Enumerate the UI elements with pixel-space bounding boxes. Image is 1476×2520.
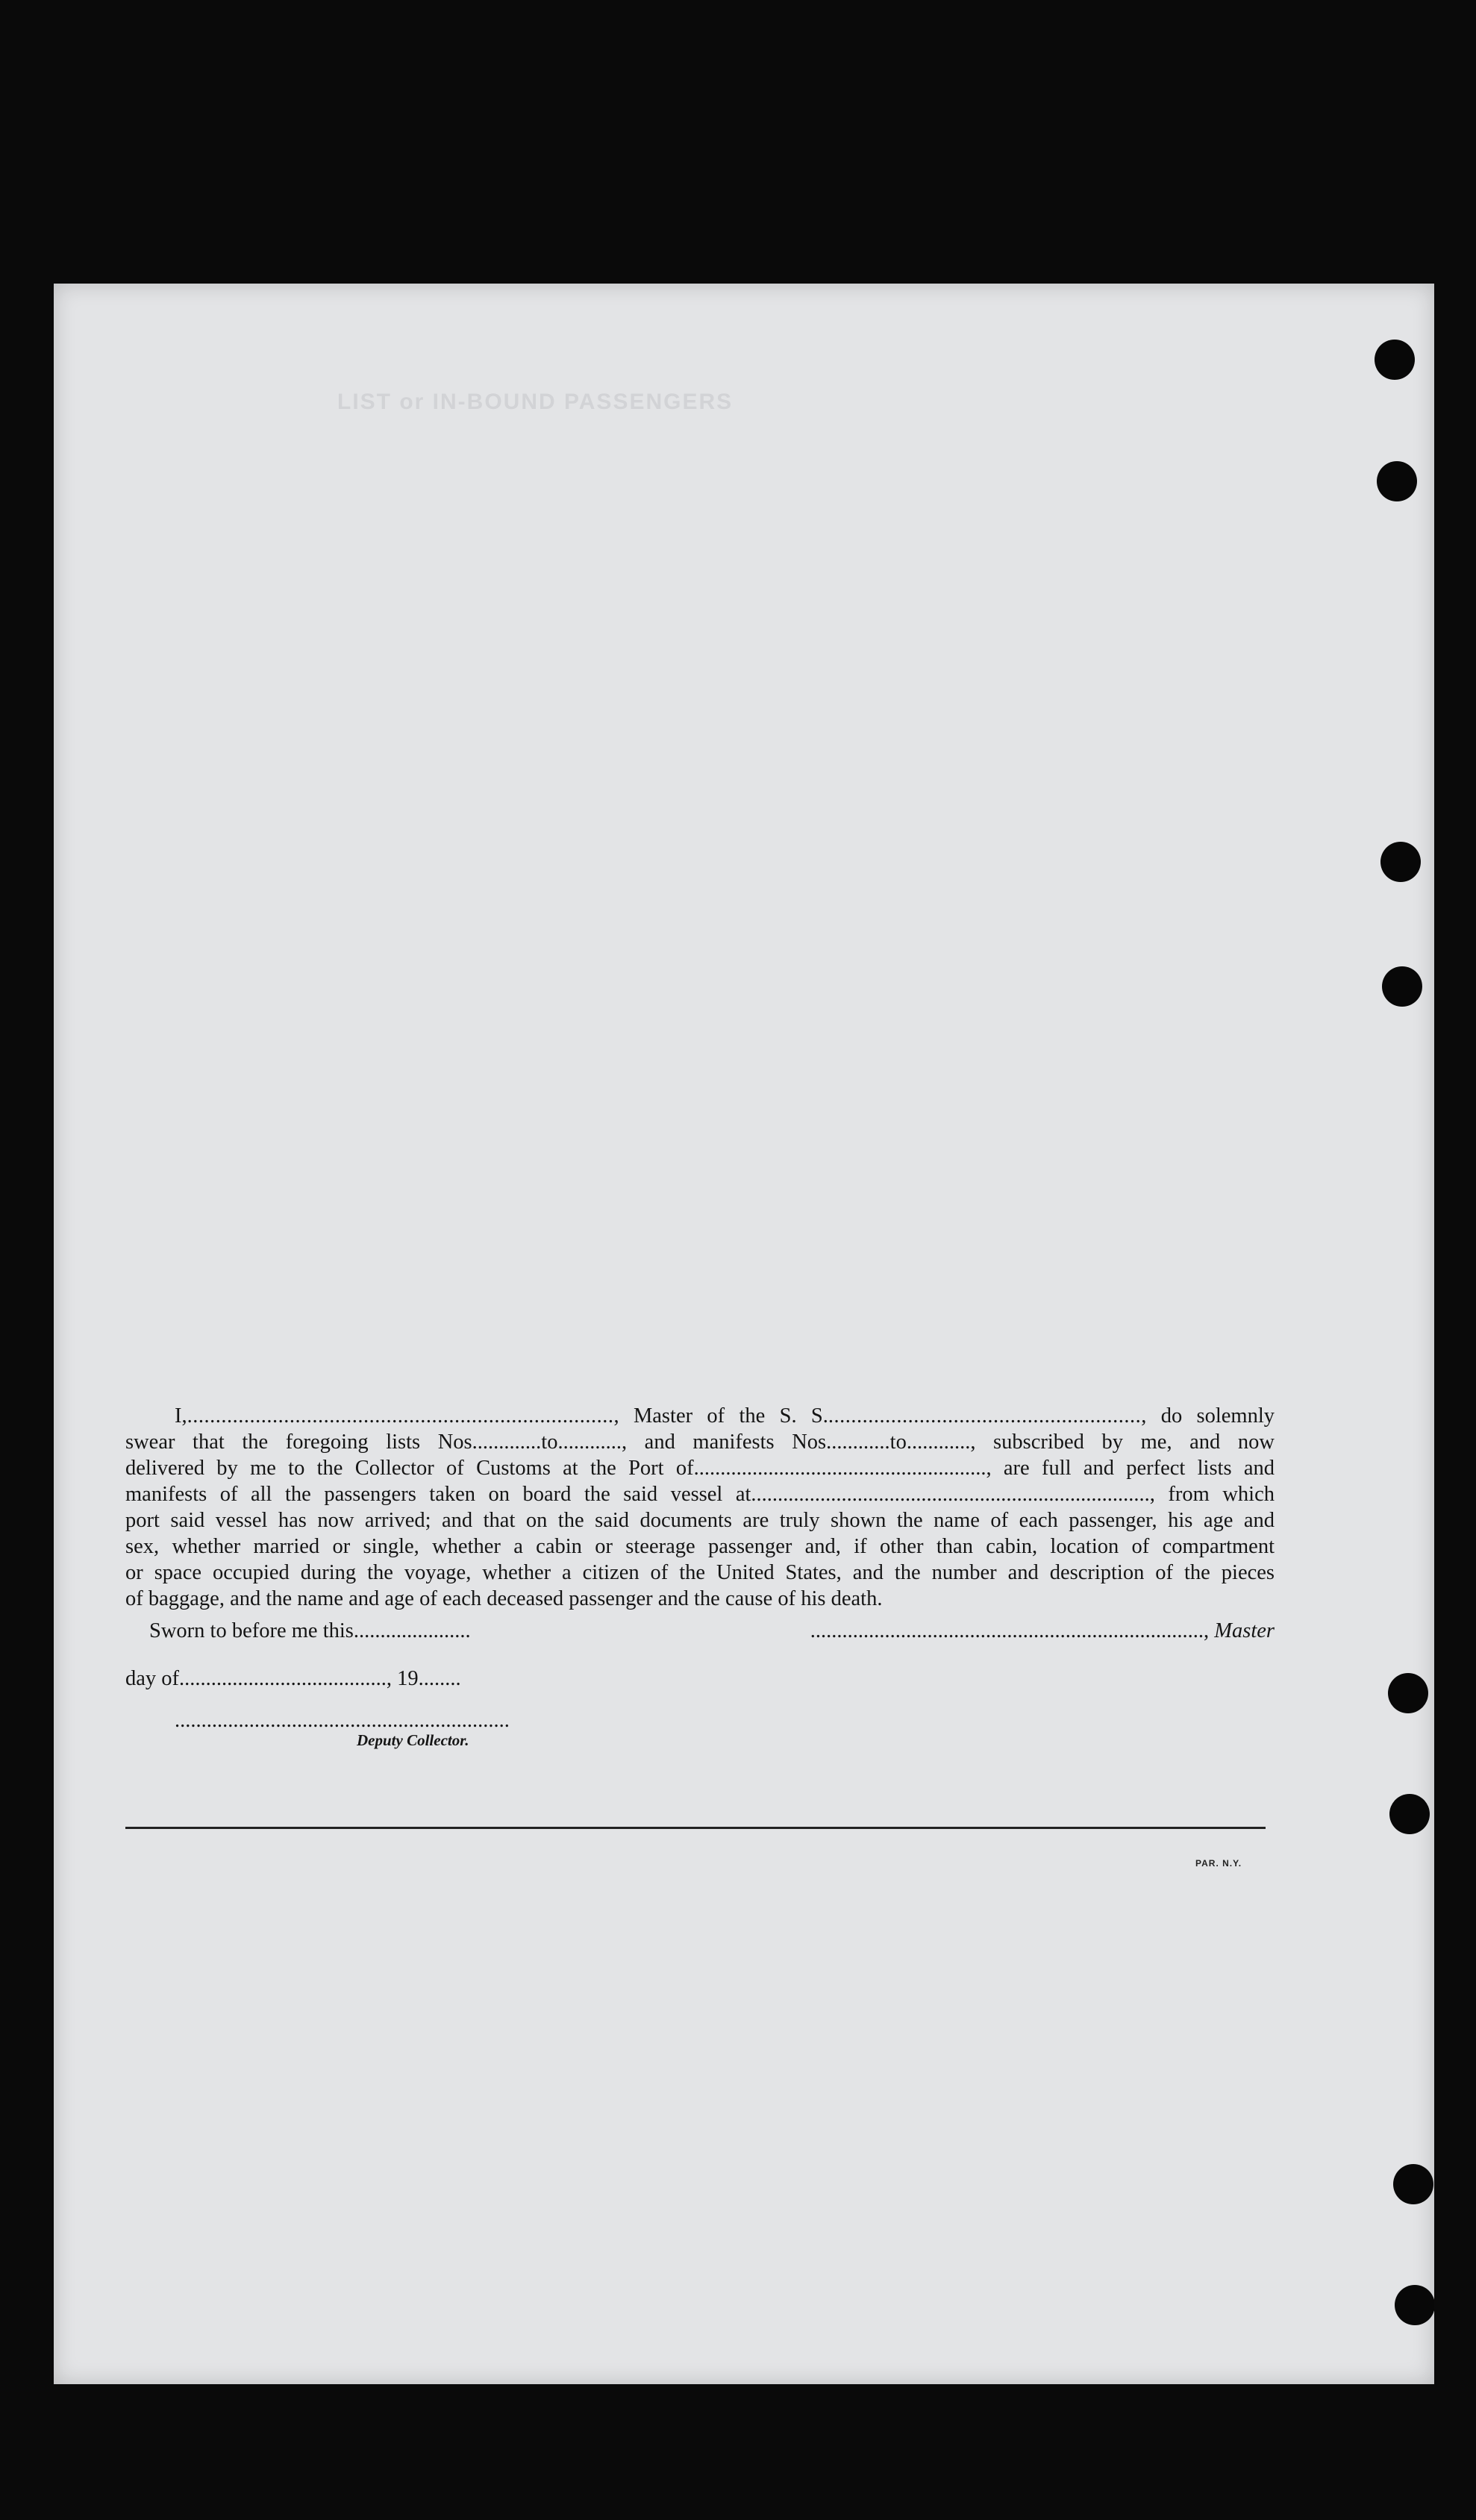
- master-name-blank: ...........................................................................: [187, 1404, 614, 1428]
- oath-line-6: sex, whether married or single, whether a cabin or steerage passenger and, if other than cabin, location of compartment: [125, 1535, 1275, 1558]
- oath-line-1: [125, 1403, 1275, 1429]
- signature-block: [125, 1619, 1275, 1769]
- form-sheet: [54, 284, 1434, 2384]
- oath-text: , Master of the S. S.: [613, 1404, 828, 1428]
- deputy-signature-blank: ...............................................................: [175, 1709, 510, 1732]
- master-oath-paragraph: [125, 1403, 1275, 1612]
- punch-hole: [1388, 1673, 1428, 1713]
- oath-line-7: or space occupied during the voyage, whether a citizen of the United States, and the number and description of the pieces: [125, 1561, 1275, 1584]
- deputy-collector-label: Deputy Collector.: [357, 1731, 469, 1749]
- sworn-before-line: Sworn to before me this......................: [149, 1619, 471, 1642]
- printer-mark: PAR. N.Y.: [1195, 1858, 1242, 1869]
- date-line: day of......................................., 19........: [125, 1667, 461, 1690]
- oath-line-4: manifests of all the passengers taken on board the said vessel at..........................................................................., from which: [125, 1483, 1275, 1506]
- faded-header-text: LIST or IN-BOUND PASSENGERS: [337, 390, 734, 414]
- punch-hole: [1393, 2164, 1433, 2204]
- oath-line-8: of baggage, and the name and age of each deceased passenger and the cause of his death.: [125, 1587, 883, 1610]
- punch-hole: [1380, 842, 1421, 882]
- master-signature-line: [810, 1619, 1275, 1643]
- punch-hole: [1395, 2285, 1434, 2325]
- master-signature-blank: ..........................................................................,: [810, 1619, 1210, 1642]
- master-label: Master: [1214, 1619, 1275, 1642]
- horizontal-rule: [125, 1827, 1266, 1829]
- oath-line-3: delivered by me to the Collector of Customs at the Port of......................................................., are full and perfect lists and: [125, 1457, 1275, 1480]
- oath-line-2: swear that the foregoing lists Nos.............to............, and manifests Nos............to............, subscribed by me, and now: [125, 1431, 1275, 1454]
- punch-hole: [1377, 461, 1417, 501]
- oath-line-5: port said vessel has now arrived; and that on the said documents are truly shown the name of each passenger, his age and: [125, 1509, 1275, 1532]
- punch-hole: [1382, 966, 1422, 1007]
- oath-text: , do solemnly: [1141, 1404, 1275, 1428]
- ship-name-blank: .......................................................: [828, 1404, 1142, 1428]
- oath-text: I,: [175, 1404, 187, 1428]
- punch-hole: [1375, 340, 1415, 380]
- punch-hole: [1389, 1794, 1430, 1834]
